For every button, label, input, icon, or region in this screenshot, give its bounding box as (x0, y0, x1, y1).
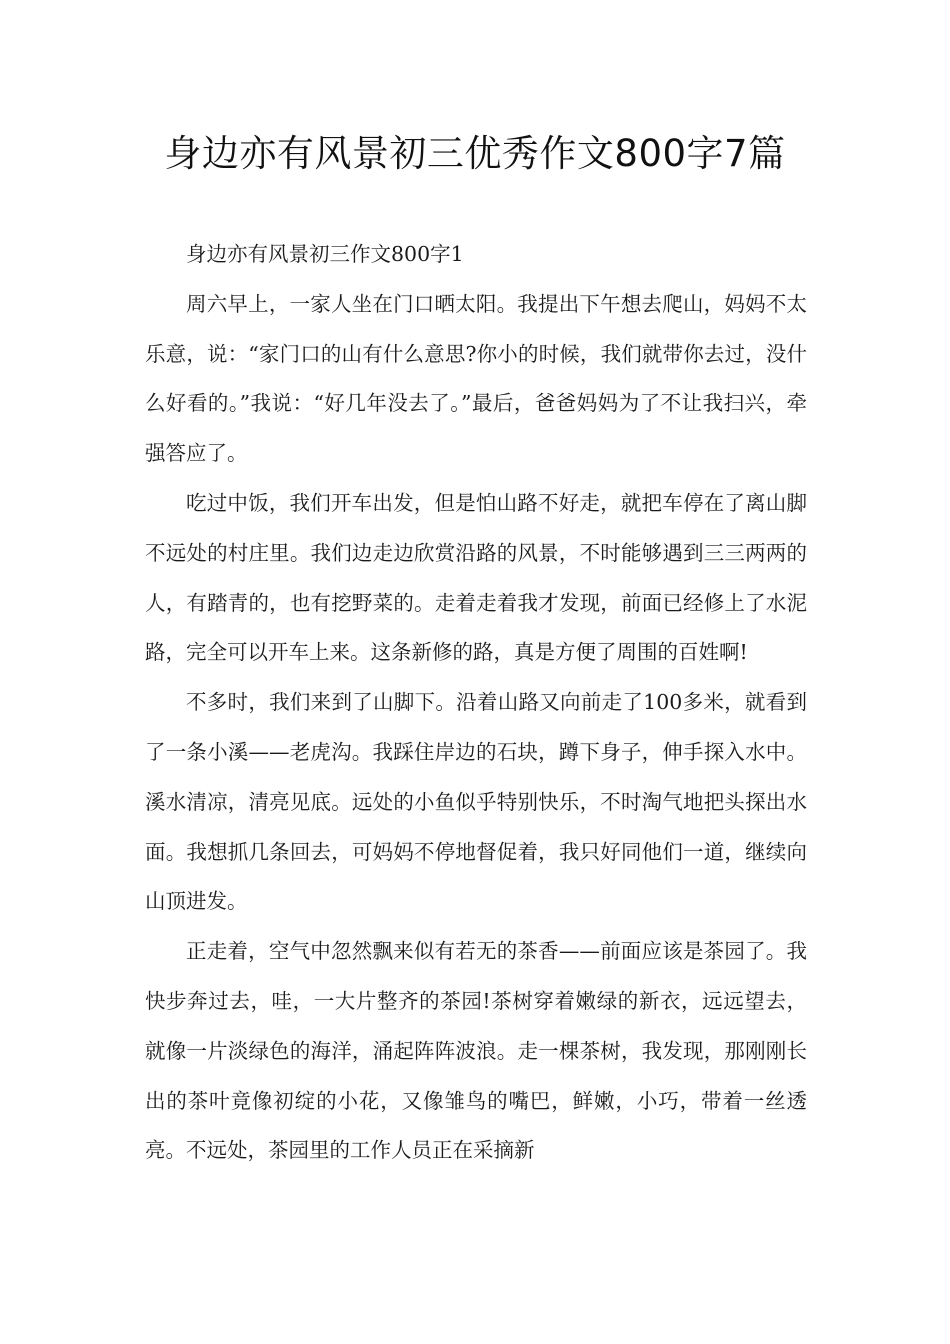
paragraph-4: 正走着，空气中忽然飘来似有若无的茶香——前面应该是茶园了。我快步奔过去，哇，一大片整齐的茶园!茶树穿着嫩绿的新衣，远远望去，就像一片淡绿色的海洋，涌起阵阵波浪。走一棵茶树，我发现，那刚刚长出的茶叶竟像初绽的小花，又像雏鸟的嘴巴，鲜嫩，小巧，带着一丝透亮。不远处，茶园里的工作人员正在采摘新 (145, 939, 807, 1163)
document-body (145, 230, 807, 1176)
paragraph-1: 周六早上，一家人坐在门口晒太阳。我提出下午想去爬山，妈妈不太乐意，说：“家门口的山有什么意思?你小的时候，我们就带你去过，没什么好看的。”我说：“好几年没去了。”最后，爸爸妈妈为了不让我扫兴，牵强答应了。 (145, 291, 807, 466)
section-heading: 身边亦有风景初三作文800字1 (186, 242, 464, 266)
paragraph-3: 不多时，我们来到了山脚下。沿着山路又向前走了100多米，就看到了一条小溪——老虎沟。我踩住岸边的石块，蹲下身子，伸手探入水中。溪水清凉，清亮见底。远处的小鱼似乎特别快乐，不时淘气地把头探出水面。我想抓几条回去，可妈妈不停地督促着，我只好同他们一道，继续向山顶进发。 (145, 690, 807, 914)
document-title: 身边亦有风景初三优秀作文800字7篇 (164, 132, 786, 175)
paragraph-2: 吃过中饭，我们开车出发，但是怕山路不好走，就把车停在了离山脚不远处的村庄里。我们边走边欣赏沿路的风景，不时能够遇到三三两两的人，有踏青的，也有挖野菜的。走着走着我才发现，前面已经修上了水泥路，完全可以开车上来。这条新修的路，真是方便了周围的百姓啊! (145, 490, 807, 665)
